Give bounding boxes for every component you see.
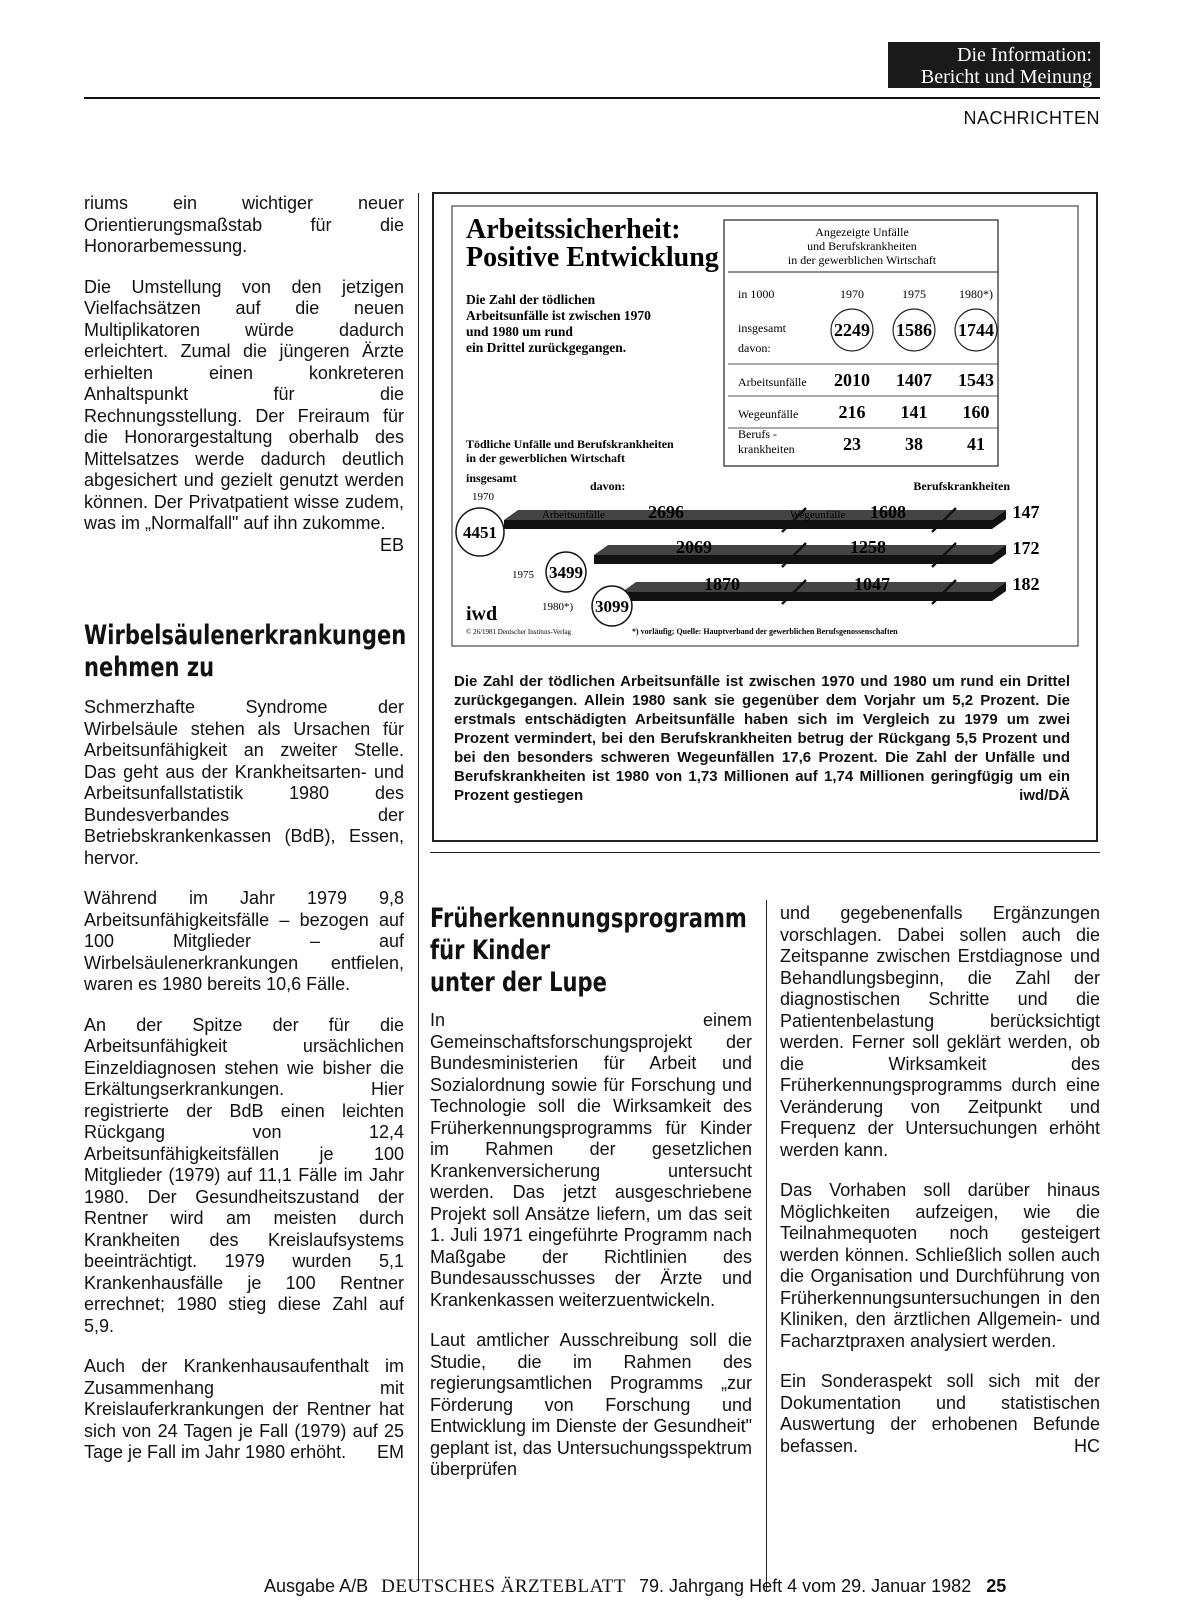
iwd-logo: iwd (466, 603, 498, 625)
column-1-article (84, 697, 404, 1483)
lead-line-3: und 1980 um rund (466, 324, 573, 339)
col3-paragraph-2: Das Vorhaben soll darüber hinaus Möglichkeiten aufzeigen, wie die Teilnahmequoten noch gesteigert werden können. Schließlich sollen auch die Organisation und Durchführung von Früherkennungsuntersuchungen in den Kliniken, den ärztlichen Allgemein- und Facharztpraxen analysiert werden. (780, 1180, 1100, 1351)
fatal-accidents-1970: 2696 (648, 502, 684, 522)
column-2 (430, 1010, 752, 1500)
lead-line-1: Die Zahl der tödlichen (466, 292, 596, 307)
table-head-3: in der gewerblichen Wirtschaft (787, 253, 937, 267)
column-3 (780, 903, 1100, 1476)
author-sign-hc: HC (1074, 1435, 1100, 1456)
page-number: 25 (986, 1576, 1007, 1596)
infographic-title-1: Arbeitssicherheit: (466, 214, 681, 245)
total-1980: 1744 (958, 320, 994, 340)
page-footer (264, 1576, 1006, 1598)
col1-paragraph-2 (84, 276, 404, 555)
infographic-caption (454, 672, 1070, 805)
caption-sign: iwd/DÄ (1019, 787, 1070, 804)
fatal-year-1975: 1975 (512, 569, 534, 581)
heading-line-2: für Kinder (430, 935, 551, 966)
chart-bottom-rule (430, 852, 1100, 853)
footer-issue: 79. Jahrgang Heft 4 vom 29. Januar 1982 (638, 1576, 972, 1596)
article-heading-frueherkennung (430, 903, 747, 999)
lead-line-2: Arbeitsunfälle ist zwischen 1970 (466, 308, 651, 323)
table-head-2: und Berufskrankheiten (807, 239, 917, 253)
copyright-note: © 26/1981 Deutscher Instituts-Verlag (466, 628, 572, 636)
fatal-disease-1970: 147 (1012, 502, 1040, 522)
footer-journal: DEUTSCHES ÄRZTEBLATT (381, 1576, 626, 1597)
section-label: NACHRICHTEN (963, 108, 1100, 128)
commute-1970: 216 (838, 402, 866, 422)
col3-paragraph-3 (780, 1371, 1100, 1457)
table-unit: in 1000 (738, 287, 775, 301)
fatal-total-label: insgesamt (466, 471, 517, 485)
table-row-disease-label-2: krankheiten (738, 442, 795, 456)
table-year-1975: 1975 (902, 287, 926, 301)
col1-paragraph-6 (84, 1356, 404, 1464)
disease-1975: 38 (905, 434, 923, 454)
author-sign-em: EM (377, 1442, 404, 1462)
total-1975: 1586 (896, 320, 932, 340)
fatal-title-1: Tödliche Unfälle und Berufskrankheiten (466, 437, 674, 451)
fatal-year-1980: 1980*) (542, 601, 574, 613)
fatal-commute-1980: 1047 (854, 574, 890, 594)
disease-1970: 23 (843, 434, 861, 454)
article-heading-wirbelsaeule (84, 620, 406, 684)
fatal-year-1970: 1970 (472, 491, 494, 503)
col3-paragraph-3-text: Ein Sonderaspekt soll sich mit der Dokumentation und statistischen Auswertung der erhobenen Befunde befassen. (780, 1371, 1100, 1456)
fatal-disease-label: Berufskrankheiten (913, 479, 1010, 493)
fatal-total-1970: 4451 (463, 523, 497, 542)
section-tag-line1: Die Information: (957, 44, 1092, 66)
total-1970: 2249 (834, 320, 870, 340)
table-row-total-label: insgesamt (738, 321, 786, 335)
fatal-davon-label: davon: (590, 479, 626, 493)
author-sign-eb: EB (379, 534, 404, 555)
section-tag-line2: Bericht und Meinung (920, 66, 1092, 88)
fatal-disease-1975: 172 (1012, 538, 1040, 558)
table-year-1980: 1980*) (959, 287, 993, 301)
table-row-davon-label: davon: (738, 341, 771, 355)
fatal-accident-label: Arbeitsunfälle (542, 509, 605, 521)
col2-paragraph-2: Laut amtlicher Ausschreibung soll die Studie, die im Rahmen des regierungsamtlichen Programms „zur Förderung von Forschung und Entwicklung im Dienste der Gesundheit" geplant ist, das Untersuchungsspektrum überprüfen (430, 1330, 752, 1479)
col1-paragraph-6-text: Auch der Krankenhausaufenthalt im Zusammenhang mit Kreislauferkrankungen der Rentner hat sich von 24 Tagen je Fall (1979) auf 25 Tage je Fall im Jahr 1980 erhöht. (84, 1356, 404, 1462)
fatal-disease-1980: 182 (1012, 574, 1040, 594)
heading-line-2: nehmen zu (84, 652, 215, 683)
fatal-accidents-1975: 2069 (676, 537, 712, 557)
table-year-1970: 1970 (840, 287, 864, 301)
fatal-commute-label: Wegeunfälle (790, 509, 846, 521)
fatal-commute-1975: 1258 (850, 537, 886, 557)
col1-paragraph-5: An der Spitze der für die Arbeitsunfähigkeit ursächlichen Einzeldiagnosen stehen wie bisher die Erkältungserkrankungen. Hier registrierte der BdB einen leichten Rückgang von 12,4 Arbeitsunfähigkeitsfällen je 100 Mitglieder (1979) auf 11,1 Fälle im Jahr 1980. Der Gesundheitszustand der Rentner wird am meisten durch Krankheiten des Kreislaufsystems beeinträchtigt. 1979 wurden 5,1 Krankenhausfälle je 100 Rentner errechnet; 1980 stieg diese Zahl auf 5,9. (84, 1014, 404, 1336)
infographic (432, 192, 1098, 662)
column-1 (84, 193, 404, 556)
col1-paragraph-3: Schmerzhafte Syndrome der Wirbelsäule stehen als Ursachen für Arbeitsunfähigkeit an zweiter Stelle. Das geht aus der Krankheitsarten- und Arbeitsunfallstatistik 1980 des Bundesverbandes der Betriebskrankenkassen (BdB), Essen, hervor. (84, 697, 404, 868)
bar-1970 (504, 520, 992, 529)
col1-paragraph-1: riums ein wichtiger neuer Orientierungsmaßstab für die Honorarbemessung. (84, 193, 404, 256)
table-row-disease-label-1: Berufs - (738, 427, 777, 441)
accidents-1970: 2010 (834, 370, 870, 390)
fatal-title-2: in der gewerblichen Wirtschaft (466, 451, 625, 465)
fatal-accidents-1980: 1870 (704, 574, 740, 594)
col3-paragraph-1: und gegebenenfalls Ergänzungen vorschlagen. Dabei sollen auch die Zeitspanne zwischen Erstdiagnose und Behandlungsbeginn, die Zahl der diagnostischen Schritte und die Patientenbelastung berücksichtigt werden. Ferner soll geklärt werden, ob die Wirksamkeit des Früherkennungsprogramms durch eine Veränderung von Zeitpunkt und Frequenz der Untersuchungen erhöht werden kann. (780, 903, 1100, 1160)
column-divider-2 (766, 900, 767, 1591)
table-row-accidents-label: Arbeitsunfälle (738, 375, 807, 389)
fatal-total-1980: 3099 (595, 597, 629, 616)
commute-1980: 160 (962, 402, 990, 422)
fatal-commute-1970: 1608 (870, 502, 906, 522)
heading-line-1: Früherkennungsprogramm (430, 903, 747, 934)
fatal-total-1975: 3499 (549, 563, 583, 582)
col2-paragraph-1: In einem Gemeinschaftsforschungsprojekt der Bundesministerien für Arbeit und Sozialordnung sowie für Forschung und Technologie soll die Wirksamkeit des Früherkennungsprogramms für Kinder im Rahmen der gesetzlichen Krankenversicherung untersucht werden. Das jetzt ausgeschriebene Projekt soll Ansätze liefern, um das seit 1. Juli 1971 eingeführte Programm nach Maßgabe der Richtlinien des Bundesausschusses der Ärzte und Krankenkassen weiterzuentwickeln. (430, 1010, 752, 1310)
lead-line-4: ein Drittel zurückgegangen. (466, 340, 627, 355)
caption-text: Die Zahl der tödlichen Arbeitsunfälle ist zwischen 1970 und 1980 um rund ein Drittel zurückgegangen. Allein 1980 sank sie gegenüber dem Vorjahr um 5,2 Prozent. Die erstmals entschädigten Arbeitsunfälle haben sich im Vergleich zu 1979 um zwei Prozent vermindert, bei den Berufskrankheiten betrug der Rückgang 5,5 Prozent und bei den besonders schweren Wegeunfällen 17,6 Prozent. Die Zahl der Unfälle und Berufskrankheiten ist 1980 von 1,73 Millionen auf 1,74 Millionen geringfügig um ein Prozent gestiegen (454, 673, 1070, 804)
commute-1975: 141 (900, 402, 928, 422)
header-rule (84, 97, 1100, 99)
section-tag-box (888, 42, 1100, 88)
table-head-1: Angezeigte Unfälle (815, 225, 909, 239)
accidents-1975: 1407 (896, 370, 932, 390)
heading-line-3: unter der Lupe (430, 967, 607, 998)
source-footnote: *) vorläufig; Quelle: Hauptverband der gewerblichen Berufsgenossenschaften (632, 627, 898, 636)
table-row-commute-label: Wegeunfälle (738, 407, 799, 421)
column-divider-1 (418, 193, 419, 1591)
footer-edition: Ausgabe A/B (264, 1576, 369, 1596)
col1-paragraph-4: Während im Jahr 1979 9,8 Arbeitsunfähigkeitsfälle – bezogen auf 100 Mitglieder – auf Wirbelsäulenerkrankungen entfielen, waren es 1980 bereits 10,6 Fälle. (84, 888, 404, 994)
heading-line-1: Wirbelsäulenerkrankungen (84, 620, 407, 651)
accidents-1980: 1543 (958, 370, 994, 390)
col1-paragraph-2-text: Die Umstellung von den jetzigen Vielfachsätzen auf die neuen Multiplikatoren würde dadurch erleichtert. Zumal die jüngeren Ärzte erhielten einen konkreteren Anhaltspunkt für die Rechnungsstellung. Der Freiraum für die Honorargestaltung oberhalb des Mittelsatzes werde dadurch deutlich abgesichert und gezielt genutzt werden können. Der Privatpatient wisse zudem, was im „Normalfall" auf ihn zukomme. (84, 276, 404, 533)
disease-1980: 41 (967, 434, 985, 454)
infographic-title-2: Positive Entwicklung (466, 242, 719, 273)
